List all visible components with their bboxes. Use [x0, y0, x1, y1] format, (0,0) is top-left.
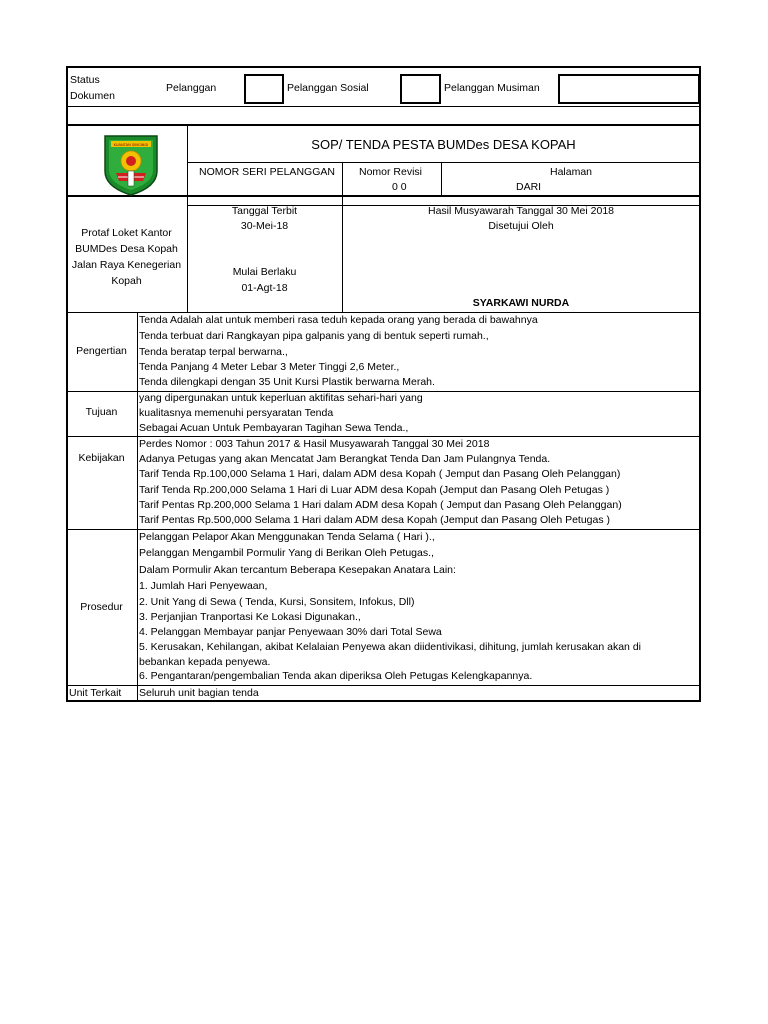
nomor-revisi-label: Nomor Revisi	[359, 166, 423, 178]
prosedur-line: 4. Pelanggan Membayar panjar Penyewaan 30% dari Total Sewa	[139, 626, 442, 638]
hasil-musyawarah: Hasil Musyawarah Tanggal 30 Mei 2018	[428, 205, 614, 217]
halaman-label: Halaman	[549, 166, 593, 178]
section-label: Pengertian	[76, 345, 127, 357]
unit-terkait-value: Seluruh unit bagian tenda	[139, 687, 259, 699]
tujuan-line: kualitasnya memenuhi persyaratan Tenda	[139, 407, 334, 419]
dokumen-label: Dokumen	[70, 90, 115, 102]
tujuan-line: Sebagai Acuan Untuk Pembayaran Tagihan Sewa Tenda.,	[139, 422, 409, 434]
mulai-berlaku-value: 01-Agt-18	[241, 282, 288, 294]
pengertian-line: Tenda dilengkapi dengan 35 Unit Kursi Plastik berwarna Merah.	[139, 376, 435, 388]
nomor-revisi-value: 0 0	[392, 181, 407, 193]
prosedur-line: 5. Kerusakan, Kehilangan, akibat Kelalaian Penyewa akan diidentivikasi, dihitung, jumlah kerusakan akan di	[139, 641, 641, 653]
nomor-seri-label: NOMOR SERI PELANGGAN	[199, 166, 335, 178]
prosedur-line: Dalam Pormulir Akan tercantum Beberapa Kesepakan Anatara Lain:	[139, 564, 456, 576]
svg-text:KUANTAN SINGINGI: KUANTAN SINGINGI	[113, 143, 149, 147]
prosedur-line: 2. Unit Yang di Sewa ( Tenda, Kursi, Sonsitem, Infokus, Dll)	[139, 596, 415, 608]
kebijakan-line: Perdes Nomor : 003 Tahun 2017 & Hasil Musyawarah Tanggal 30 Mei 2018	[139, 438, 490, 450]
pelanggan-musiman-checkbox[interactable]	[558, 74, 700, 104]
tanggal-terbit-value: 30-Mei-18	[240, 220, 289, 232]
pelanggan-musiman-label: Pelanggan Musiman	[444, 82, 540, 94]
signatory-name: SYARKAWI NURDA	[472, 297, 570, 309]
pelanggan-sosial-label: Pelanggan Sosial	[287, 82, 369, 94]
pelanggan-checkbox[interactable]	[244, 74, 284, 104]
issuer-line: Jalan Raya Kenegerian	[71, 259, 182, 271]
pelanggan-label: Pelanggan	[166, 82, 217, 94]
pelanggan-sosial-checkbox[interactable]	[400, 74, 441, 104]
prosedur-line: Pelanggan Mengambil Pormulir Yang di Berikan Oleh Petugas.,	[139, 547, 434, 559]
pengertian-line: Tenda Adalah alat untuk memberi rasa teduh kepada orang yang berada di bawahnya	[139, 314, 538, 326]
kebijakan-line: Tarif Pentas Rp.200,000 Selama 1 Hari dalam ADM desa Kopah ( Jemput dan Pasang Oleh Pelanggan)	[139, 499, 622, 511]
prosedur-line: 6. Pengantaran/pengembalian Tenda akan diperiksa Oleh Petugas Kelengkapannya.	[139, 670, 533, 682]
issuer-line: Kopah	[111, 275, 142, 287]
kuantan-singingi-logo	[102, 133, 160, 197]
kebijakan-line: Adanya Petugas yang akan Mencatat Jam Berangkat Tenda Dan Jam Pulangnya Tenda.	[139, 453, 551, 465]
status-label: Status	[70, 74, 100, 86]
prosedur-line: bebankan kepada penyewa.	[139, 656, 271, 668]
pengertian-line: Tenda Panjang 4 Meter Lebar 3 Meter Tinggi 2,6 Meter.,	[139, 361, 400, 373]
prosedur-line: Pelanggan Pelapor Akan Menggunakan Tenda Selama ( Hari ).,	[139, 531, 435, 543]
kebijakan-line: Tarif Pentas Rp.500,000 Selama 1 Hari dalam ADM desa Kopah (Jemput dan Pasang Oleh Petugas )	[139, 514, 611, 526]
kebijakan-line: Tarif Tenda Rp.100,000 Selama 1 Hari, dalam ADM desa Kopah ( Jemput dan Pasang Oleh Pelanggan)	[139, 468, 621, 480]
section-label: Unit Terkait	[69, 687, 122, 699]
issuer-line: Protaf Loket Kantor	[81, 227, 172, 239]
tujuan-line: yang dipergunakan untuk keperluan aktifitas sehari-hari yang	[139, 392, 423, 404]
prosedur-line: 3. Perjanjian Tranportasi Ke Lokasi Digunakan.,	[139, 611, 361, 623]
document-title: SOP/ TENDA PESTA BUMDes DESA KOPAH	[311, 137, 576, 152]
section-label: Prosedur	[80, 601, 123, 613]
kebijakan-line: Tarif Tenda Rp.200,000 Selama 1 Hari di Luar ADM desa Kopah (Jemput dan Pasang Oleh Petugas )	[139, 484, 610, 496]
section-label: Tujuan	[85, 406, 118, 418]
disetujui-oleh: Disetujui Oleh	[488, 220, 554, 232]
prosedur-line: 1. Jumlah Hari Penyewaan,	[139, 580, 268, 592]
section-label: Kebijakan	[78, 452, 125, 464]
issuer-line: BUMDes Desa Kopah	[75, 243, 178, 255]
pengertian-line: Tenda terbuat dari Rangkayan pipa galpanis yang di bentuk seperti rumah.,	[139, 330, 489, 342]
halaman-value: DARI	[516, 181, 542, 193]
tanggal-terbit-label: Tanggal Terbit	[231, 205, 298, 217]
mulai-berlaku-label: Mulai Berlaku	[232, 266, 297, 278]
pengertian-line: Tenda beratap terpal berwarna.,	[139, 346, 288, 358]
